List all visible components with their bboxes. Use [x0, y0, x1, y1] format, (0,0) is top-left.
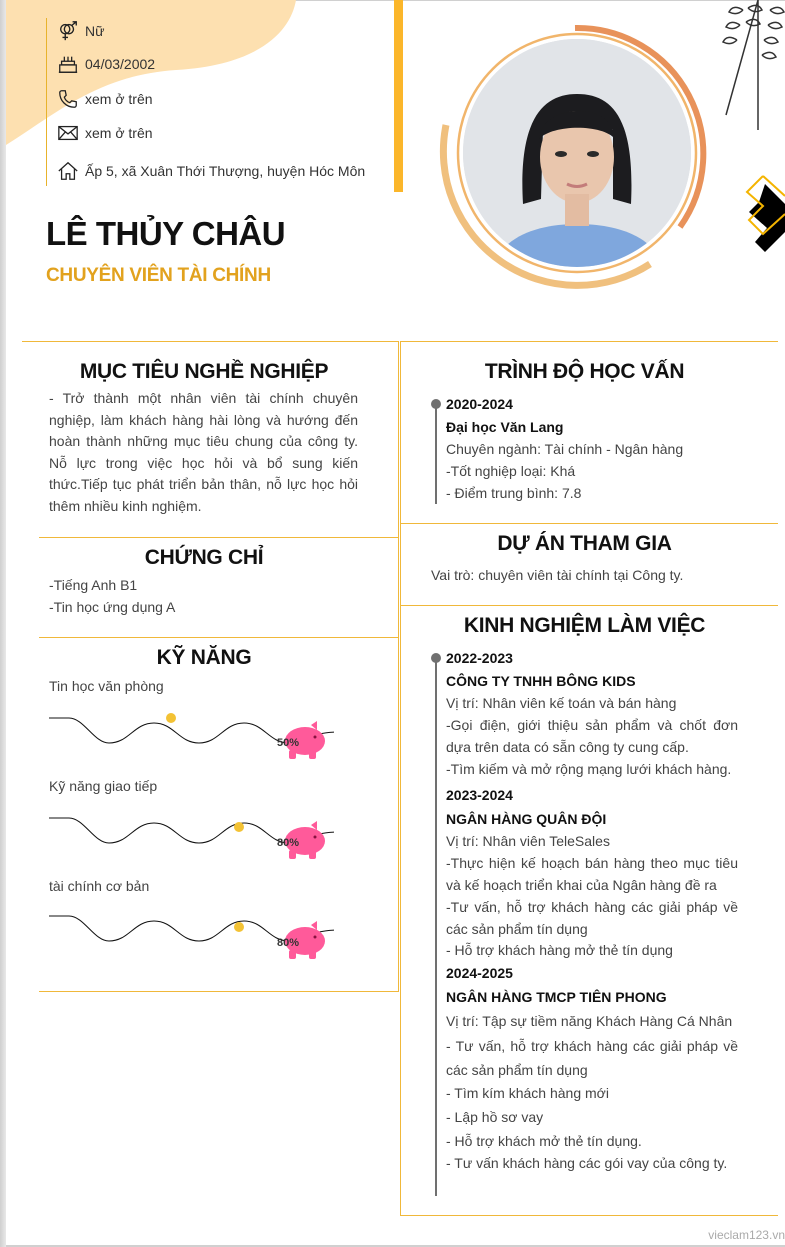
email-value: xem ở trên: [85, 125, 153, 141]
education-period: 2020-2024: [446, 396, 513, 412]
job-duty: - Lập hồ sơ vay: [446, 1109, 544, 1125]
coin-icon: [234, 822, 244, 832]
job-period: 2022-2023: [446, 650, 513, 666]
job-duty: -Tìm kiếm và mở rộng mạng lưới khách hàng.: [446, 761, 732, 777]
skill-percent: 80%: [277, 937, 300, 949]
gender-icon: [57, 20, 79, 42]
job-position: Vị trí: Nhân viên kế toán và bán hàng: [446, 695, 677, 711]
address-value: Ấp 5, xã Xuân Thới Thượng, huyện Hóc Môn: [85, 163, 366, 179]
education-school: Đại học Văn Lang: [446, 419, 564, 435]
divider: [401, 1215, 778, 1216]
job-duty: - Hỗ trợ khách hàng mở thẻ tín dụng: [446, 942, 673, 958]
job-company: CÔNG TY TNHH BÔNG KIDS: [446, 673, 636, 689]
divider: [39, 991, 399, 992]
job-duty: - Tư vấn, hỗ trợ khách hàng các giải pháp về các sản phẩm tín dụng: [446, 1038, 738, 1078]
certificates-heading: CHỨNG CHỈ: [144, 546, 264, 569]
objective-text: - Trở thành một nhân viên tài chính chuyên nghiệp, làm khách hàng hài lòng và hướng đến hoàn thành những mục tiêu chung của công ty. Nỗ lực trong việc học hỏi và bổ sung kiến thức.Tiếp tục phát triển bản thân, nỗ lực học hỏi thêm nhiều kinh nghiệm.: [49, 390, 358, 514]
job-duty: - Hỗ trợ khách mở thẻ tín dụng.: [446, 1133, 642, 1149]
phone-value: xem ở trên: [85, 91, 153, 107]
cake-icon: [57, 53, 79, 75]
job-position: Vị trí: Nhân viên TeleSales: [446, 833, 610, 849]
contact-gender: [57, 20, 104, 42]
coin-icon: [166, 713, 176, 723]
contact-email: [57, 122, 153, 144]
job-period: 2024-2025: [446, 965, 513, 981]
job-company: NGÂN HÀNG TMCP TIÊN PHONG: [446, 989, 667, 1005]
divider: [22, 341, 398, 342]
certificate-item: -Tiếng Anh B1: [49, 577, 138, 593]
job-duty: -Thực hiện kế hoạch bán hàng theo mục tiêu và kế hoạch triển khai của Ngân hàng đề ra: [446, 855, 738, 893]
divider: [401, 605, 778, 606]
job-title: CHUYÊN VIÊN TÀI CHÍNH: [46, 265, 271, 286]
education-line: Chuyên ngành: Tài chính - Ngân hàng: [446, 441, 684, 457]
skill-label: tài chính cơ bản: [49, 878, 150, 894]
timeline-dot: [431, 653, 441, 663]
education-heading: TRÌNH ĐỘ HỌC VẤN: [484, 360, 685, 383]
divider: [401, 523, 778, 524]
cross-decoration: [745, 172, 785, 262]
birthday-value: 04/03/2002: [85, 56, 156, 72]
divider: [39, 637, 399, 638]
divider: [398, 341, 399, 992]
timeline-dot: [431, 399, 441, 409]
page-edge: [0, 0, 6, 1247]
job-position: Vị trí: Tập sự tiềm năng Khách Hàng Cá Nhân: [446, 1013, 733, 1029]
education-line: - Điểm trung bình: 7.8: [446, 485, 582, 501]
project-text: Vai trò: chuyên viên tài chính tại Công ty.: [431, 567, 684, 583]
projects-heading: DỰ ÁN THAM GIA: [497, 532, 672, 555]
divider: [401, 341, 778, 342]
contact-phone: [57, 88, 153, 110]
full-name: LÊ THỦY CHÂU: [46, 215, 286, 252]
education-line: -Tốt nghiệp loại: Khá: [446, 463, 576, 479]
timeline: [435, 658, 437, 1196]
avatar: [463, 39, 691, 267]
job-duty: - Tư vấn khách hàng các gói vay của công ty.: [446, 1155, 728, 1171]
job-period: 2023-2024: [446, 787, 513, 803]
skill-label: Kỹ năng giao tiếp: [49, 778, 158, 794]
contact-address: [57, 160, 365, 182]
divider: [400, 341, 401, 1216]
watermark: vieclam123.vn: [708, 1228, 785, 1242]
contact-list: [46, 18, 386, 186]
skill-percent: 50%: [277, 737, 300, 749]
accent-bar: [394, 0, 403, 192]
skill-percent: 80%: [277, 837, 300, 849]
envelope-icon: [57, 122, 79, 144]
avatar-frame: [438, 22, 708, 292]
experience-heading: KINH NGHIỆM LÀM VIỆC: [463, 614, 706, 637]
skill-label: Tin học văn phòng: [49, 678, 164, 694]
divider: [39, 537, 399, 538]
gender-value: Nữ: [85, 23, 105, 39]
plant-decoration: [718, 0, 785, 135]
certificate-item: -Tin học ứng dụng A: [49, 599, 176, 615]
job-company: NGÂN HÀNG QUÂN ĐỘI: [446, 811, 607, 827]
skills-heading: KỸ NĂNG: [156, 646, 252, 669]
job-duty: -Gọi điện, giới thiệu sản phẩm và chốt đơn dựa trên data có sẵn công ty cung cấp.: [446, 717, 738, 755]
job-duty: -Tư vấn, hỗ trợ khách hàng các giải pháp về các sản phẩm tín dụng: [446, 899, 738, 937]
objective-heading: MỤC TIÊU NGHỀ NGHIỆP: [79, 360, 329, 383]
home-icon: [57, 160, 79, 182]
coin-icon: [234, 922, 244, 932]
job-duty: - Tìm kím khách hàng mới: [446, 1085, 609, 1101]
contact-birthday: [57, 53, 155, 75]
phone-icon: [57, 88, 79, 110]
timeline: [435, 404, 437, 504]
